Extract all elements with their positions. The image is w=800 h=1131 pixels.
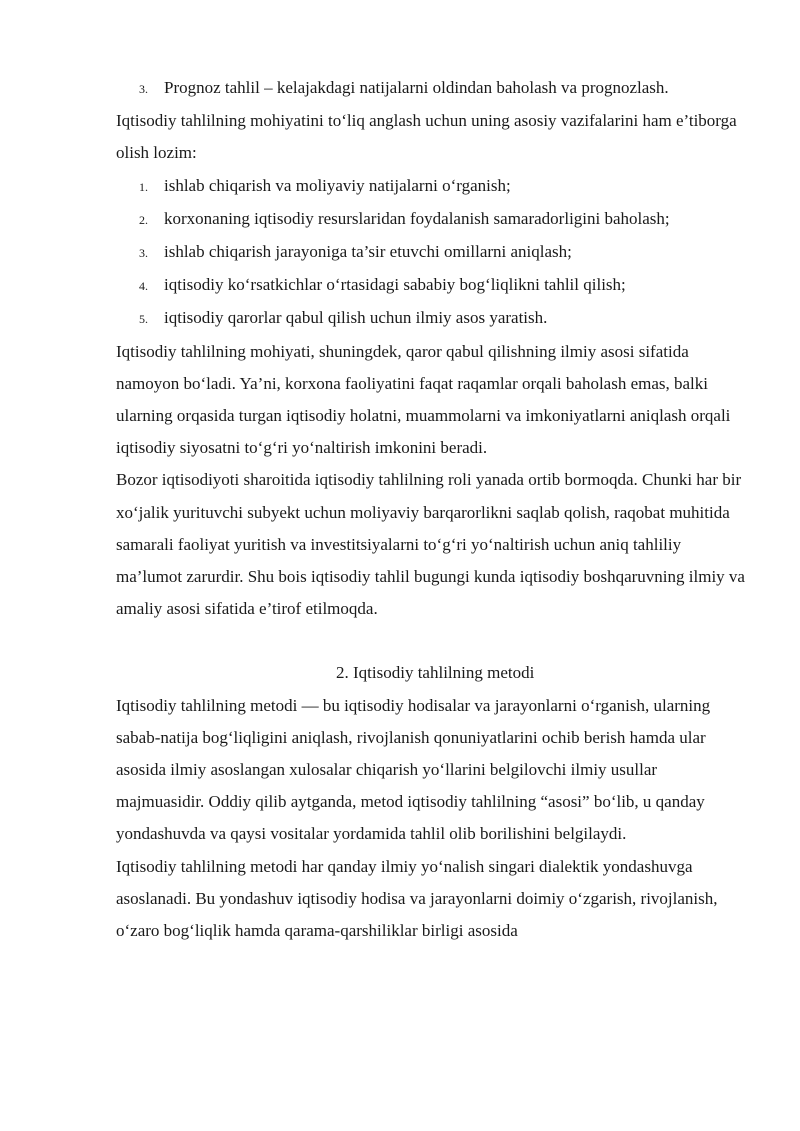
list-item (116, 269, 746, 302)
list-number: 5. (139, 312, 148, 327)
list-item (116, 302, 746, 335)
section-spacer (116, 625, 746, 657)
list-item-text: Prognoz tahlil – kelajakdagi natijalarni oldindan baholash va prognozlash. (164, 78, 669, 97)
tasks-list (116, 170, 746, 336)
list-item (116, 72, 746, 105)
paragraph-tasks-intro: Iqtisodiy tahlilning mohiyatini to‘liq anglash uchun uning asosiy vazifalarini ham e’tiborga olish lozim: (116, 111, 737, 163)
section-heading: 2. Iqtisodiy tahlilning metodi (336, 663, 535, 683)
paragraph-method-definition: Iqtisodiy tahlilning metodi — bu iqtisodiy hodisalar va jarayonlarni o‘rganish, ularning sabab-natija bog‘liqligini aniqlash, rivojlanish qonuniyatlarini ochib berish hamda ular asosida ilmiy asoslangan xulosalar chiqarish yo‘llarini belgilovchi ilmiy usullar majmuasidir. Oddiy qilib aytganda, metod iqtisodiy tahlilning “asosi” bo‘lib, u qanday yondashuvda va qaysi vositalar yordamida tahlil olib borilishini belgilaydi. (116, 695, 711, 844)
list-item (116, 236, 746, 269)
list-item-text: ishlab chiqarish jarayoniga ta’sir etuvchi omillarni aniqlash; (164, 242, 572, 262)
paragraph-essence: Iqtisodiy tahlilning mohiyati, shuningdek, qaror qabul qilishning ilmiy asosi sifatida namoyon bo‘ladi. Ya’ni, korxona faoliyatini faqat raqamlar orqali baholash emas, balki ularning orqasida turgan iqtisodiy holatni, muammolarni va imkoniyatlarni aniqlash orqali iqtisodiy siyosatni to‘g‘ri yo‘naltirish imkonini beradi. (116, 341, 731, 458)
list-item-text: ishlab chiqarish va moliyaviy natijalarni o‘rganish; (164, 175, 511, 195)
list-item-text: iqtisodiy ko‘rsatkichlar o‘rtasidagi sababiy bog‘liqlikni tahlil qilish; (164, 275, 626, 295)
document-page (116, 72, 746, 947)
list-item-text: iqtisodiy qarorlar qabul qilish uchun ilmiy asos yaratish. (164, 308, 548, 328)
list-item (116, 170, 746, 203)
paragraph-dialectic-approach: Iqtisodiy tahlilning metodi har qanday ilmiy yo‘nalish singari dialektik yondashuvga asoslanadi. Bu yondashuv iqtisodiy hodisa va jarayonlarni doimiy o‘zgarish, rivojlanish, o‘zaro bog‘liqlik hamda qarama-qarshiliklar birligi asosida (116, 856, 718, 941)
paragraph-market-economy: Bozor iqtisodiyoti sharoitida iqtisodiy tahlilning roli yanada ortib bormoqda. Chunki har bir xo‘jalik yurituvchi subyekt uchun moliyaviy barqarorlikni saqlab qolish, raqobat muhitida samarali faoliyat yuritish va investitsiyalarni to‘g‘ri yo‘naltirish uchun aniq tahliliy ma’lumot zarurdir. Shu bois iqtisodiy tahlil bugungi kunda iqtisodiy boshqaruvning ilmiy va amaliy asosi sifatida e’tirof etilmoqda. (116, 470, 745, 619)
list-number: 3. (139, 246, 148, 261)
list-item (116, 203, 746, 236)
list-item-text: korxonaning iqtisodiy resurslaridan foydalanish samaradorligini baholash; (164, 208, 670, 228)
list-number: 2. (139, 212, 148, 227)
forecast-list (116, 72, 746, 105)
list-number: 1. (139, 179, 148, 194)
list-number: 4. (139, 279, 148, 294)
list-number: 3. (139, 82, 148, 96)
